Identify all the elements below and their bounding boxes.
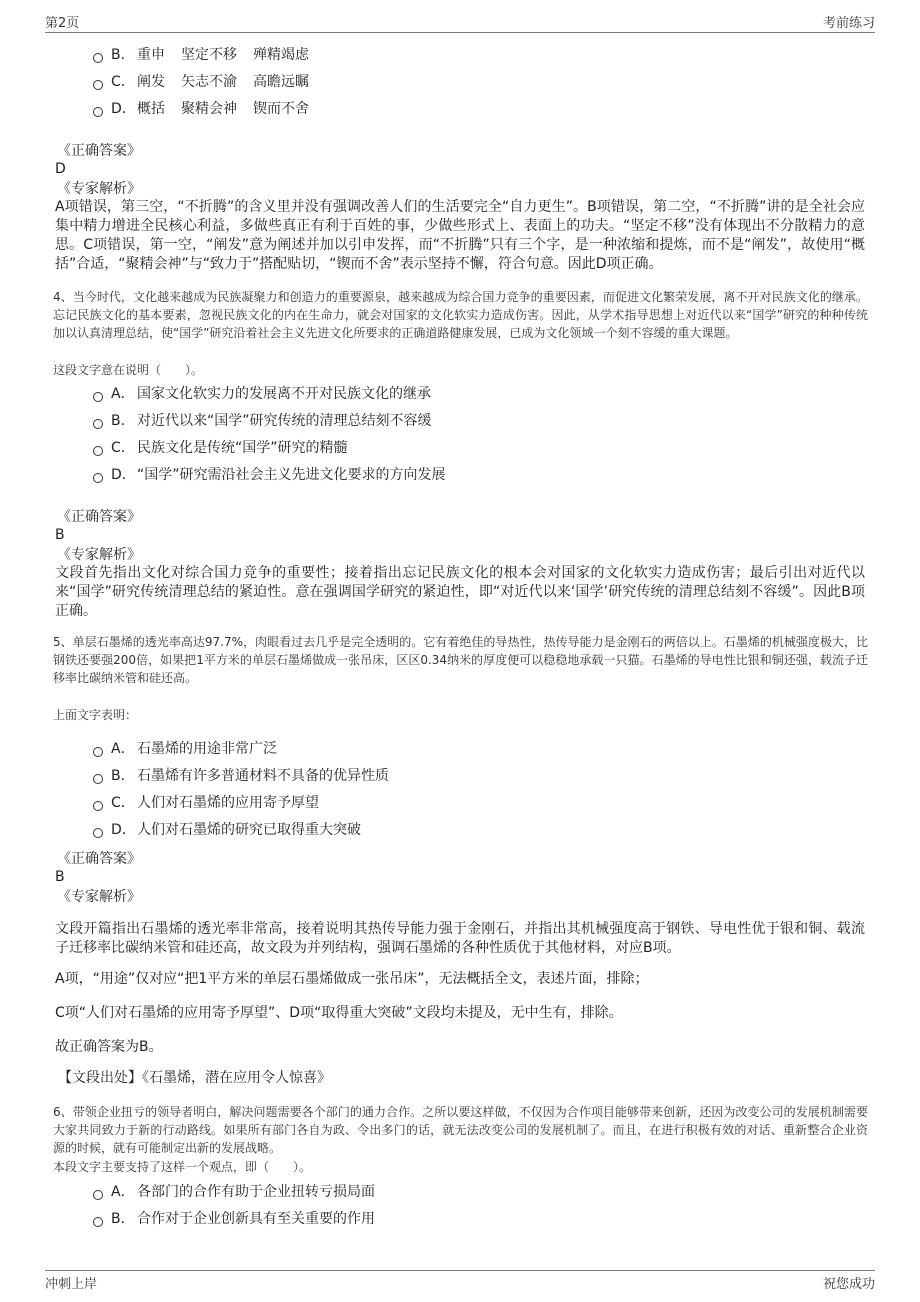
- radio-icon[interactable]: [93, 392, 103, 402]
- q5-option-b[interactable]: B． 石墨烯有许多普通材料不具备的优异性质: [93, 767, 389, 785]
- q5-source: 【文段出处】《石墨烯，潜在应用令人惊喜》: [58, 1070, 331, 1086]
- radio-icon[interactable]: [93, 1217, 103, 1227]
- header-title: 考前练习: [822, 16, 875, 31]
- q5-answer: B: [55, 869, 65, 885]
- q4-option-b[interactable]: B． 对近代以来“国学”研究传统的清理总结刻不容缓: [93, 412, 432, 430]
- q3-option-d[interactable]: D．概括 聚精会神 锲而不舍: [93, 100, 309, 118]
- q4-answer: B: [55, 527, 65, 543]
- q3-answer: D: [55, 161, 66, 177]
- q5-analysis-p4: 故正确答案为B。: [55, 1039, 163, 1055]
- q5-analysis-p2: A项，“用途”仅对应“把1平方米的单层石墨烯做成一张吊床”，无法概括全文，表述片面，排除；: [55, 971, 649, 987]
- q5-analysis-p1: 文段开篇指出石墨烯的透光率非常高，接着说明其热传导能力强于金刚石，并指出其机械强度高于钢铁、导电性优于银和铜、载流子迁移率比碳纳米管和硅还高，故文段为并列结构，强调石墨烯的各种性质优于其他材料，对应B项。: [55, 921, 865, 956]
- q5-answer-label: 《正确答案》: [57, 851, 141, 867]
- radio-icon[interactable]: [93, 747, 103, 757]
- radio-icon[interactable]: [93, 801, 103, 811]
- q5-prompt: 上面文字表明：: [53, 708, 138, 722]
- q4-analysis: 文段首先指出文化对综合国力竞争的重要性；接着指出忘记民族文化的根本会对国家的文化软实力造成伤害；最后引出对近代以来“国学”研究传统清理总结的紧迫性。意在强调国学研究的紧迫性，即“对近代以来‘国学’研究传统的清理总结刻不容缓”。因此B项正确。: [55, 565, 865, 619]
- q3-analysis-label: 《专家解析》: [57, 181, 141, 197]
- radio-icon[interactable]: [93, 828, 103, 838]
- q3-analysis: A项错误，第三空，“不折腾”的含义里并没有强调改善人们的生活要完全“自力更生”。B项错误，第二空，“不折腾”讲的是全社会应集中精力增进全民核心利益，多做些真正有利于百姓的事，少做些形式上、表面上的功夫。“坚定不移”没有体现出不分散精力的意思。C项错误，第一空，“阐发”意为阐述并加以引申发挥，而“不折腾”只有三个字，是一种浓缩和提炼，而不是“阐发”，故使用“概括”合适，“聚精会神”与“致力于”搭配贴切，“锲而不舍”表示坚持不懈，符合句意。因此D项正确。: [55, 199, 865, 272]
- q4-option-c[interactable]: C． 民族文化是传统“国学”研究的精髓: [93, 439, 348, 457]
- q5-stem: 5、单层石墨烯的透光率高达97.7%，肉眼看过去几乎是完全透明的。它有着绝佳的导热性，热传导能力是金刚石的两倍以上。石墨烯的机械强度极大，比钢铁还要强200倍，如果把1平方米的单层石墨烯做成一张吊床，区区0.34纳米的厚度便可以稳稳地承载一只猫。石墨烯的导电性比银和铜还强，载流子迁移率比碳纳米管和硅还高。: [53, 635, 868, 685]
- header-divider: [45, 32, 875, 33]
- radio-icon[interactable]: [93, 1190, 103, 1200]
- radio-icon[interactable]: [93, 446, 103, 456]
- footer-right-text: 祝您成功: [822, 1277, 875, 1292]
- footer-left-text: 冲刺上岸: [45, 1277, 98, 1292]
- q4-stem: 4、当今时代，文化越来越成为民族凝聚力和创造力的重要源泉，越来越成为综合国力竞争的重要因素，而促进文化繁荣发展，离不开对民族文化的继承。忘记民族文化的基本要素，忽视民族文化的内在生命力，就会对国家的文化软实力造成伤害。因此，从学术指导思想上对近代以来“国学”研究的种种传统加以认真清理总结，使“国学”研究沿着社会主义先进文化所要求的正确道路健康发展，已成为文化领域一个刻不容缓的重大课题。: [53, 290, 868, 340]
- q6-option-a[interactable]: A． 各部门的合作有助于企业扭转亏损局面: [93, 1183, 375, 1201]
- page-number: 第2页: [45, 16, 80, 31]
- q5-analysis-label: 《专家解析》: [57, 889, 141, 905]
- q3-option-c[interactable]: C． 阐发 矢志不渝 高瞻远瞩: [93, 73, 309, 91]
- q3-answer-label: 《正确答案》: [57, 143, 141, 159]
- q3-option-b[interactable]: B． 重申 坚定不移 殚精竭虑: [93, 46, 309, 64]
- radio-icon[interactable]: [93, 774, 103, 784]
- radio-icon[interactable]: [93, 80, 103, 90]
- footer-divider: [45, 1270, 875, 1271]
- radio-icon[interactable]: [93, 107, 103, 117]
- q4-analysis-label: 《专家解析》: [57, 547, 141, 563]
- q6-option-b[interactable]: B． 合作对于企业创新具有至关重要的作用: [93, 1210, 375, 1228]
- q6-stem: 6、带领企业扭亏的领导者明白，解决问题需要各个部门的通力合作。之所以要这样做，不仅因为合作项目能够带来创新，还因为改变公司的发展机制需要大家共同致力于新的行动路线。如果所有部门各自为政、令出多门的话，就无法改变公司的发展机制了。而且，在进行积极有效的对话、重新整合企业资源的时候，就有可能制定出新的发展战略。: [53, 1105, 868, 1155]
- radio-icon[interactable]: [93, 473, 103, 483]
- q5-option-c[interactable]: C． 人们对石墨烯的应用寄予厚望: [93, 794, 319, 812]
- q6-prompt: 本段文字主要支持了这样一个观点，即（ ）。: [53, 1160, 312, 1174]
- q4-prompt: 这段文字意在说明（ ）。: [53, 363, 204, 377]
- q4-option-d[interactable]: D．“国学”研究需沿社会主义先进文化要求的方向发展: [93, 466, 446, 484]
- q4-option-a[interactable]: A． 国家文化软实力的发展离不开对民族文化的继承: [93, 385, 431, 403]
- radio-icon[interactable]: [93, 419, 103, 429]
- q5-option-d[interactable]: D．人们对石墨烯的研究已取得重大突破: [93, 821, 361, 839]
- q5-option-a[interactable]: A． 石墨烯的用途非常广泛: [93, 740, 277, 758]
- q4-answer-label: 《正确答案》: [57, 509, 141, 525]
- radio-icon[interactable]: [93, 53, 103, 63]
- q5-analysis-p3: C项“人们对石墨烯的应用寄予厚望”、D项“取得重大突破”文段均未提及，无中生有，排除。: [55, 1005, 623, 1021]
